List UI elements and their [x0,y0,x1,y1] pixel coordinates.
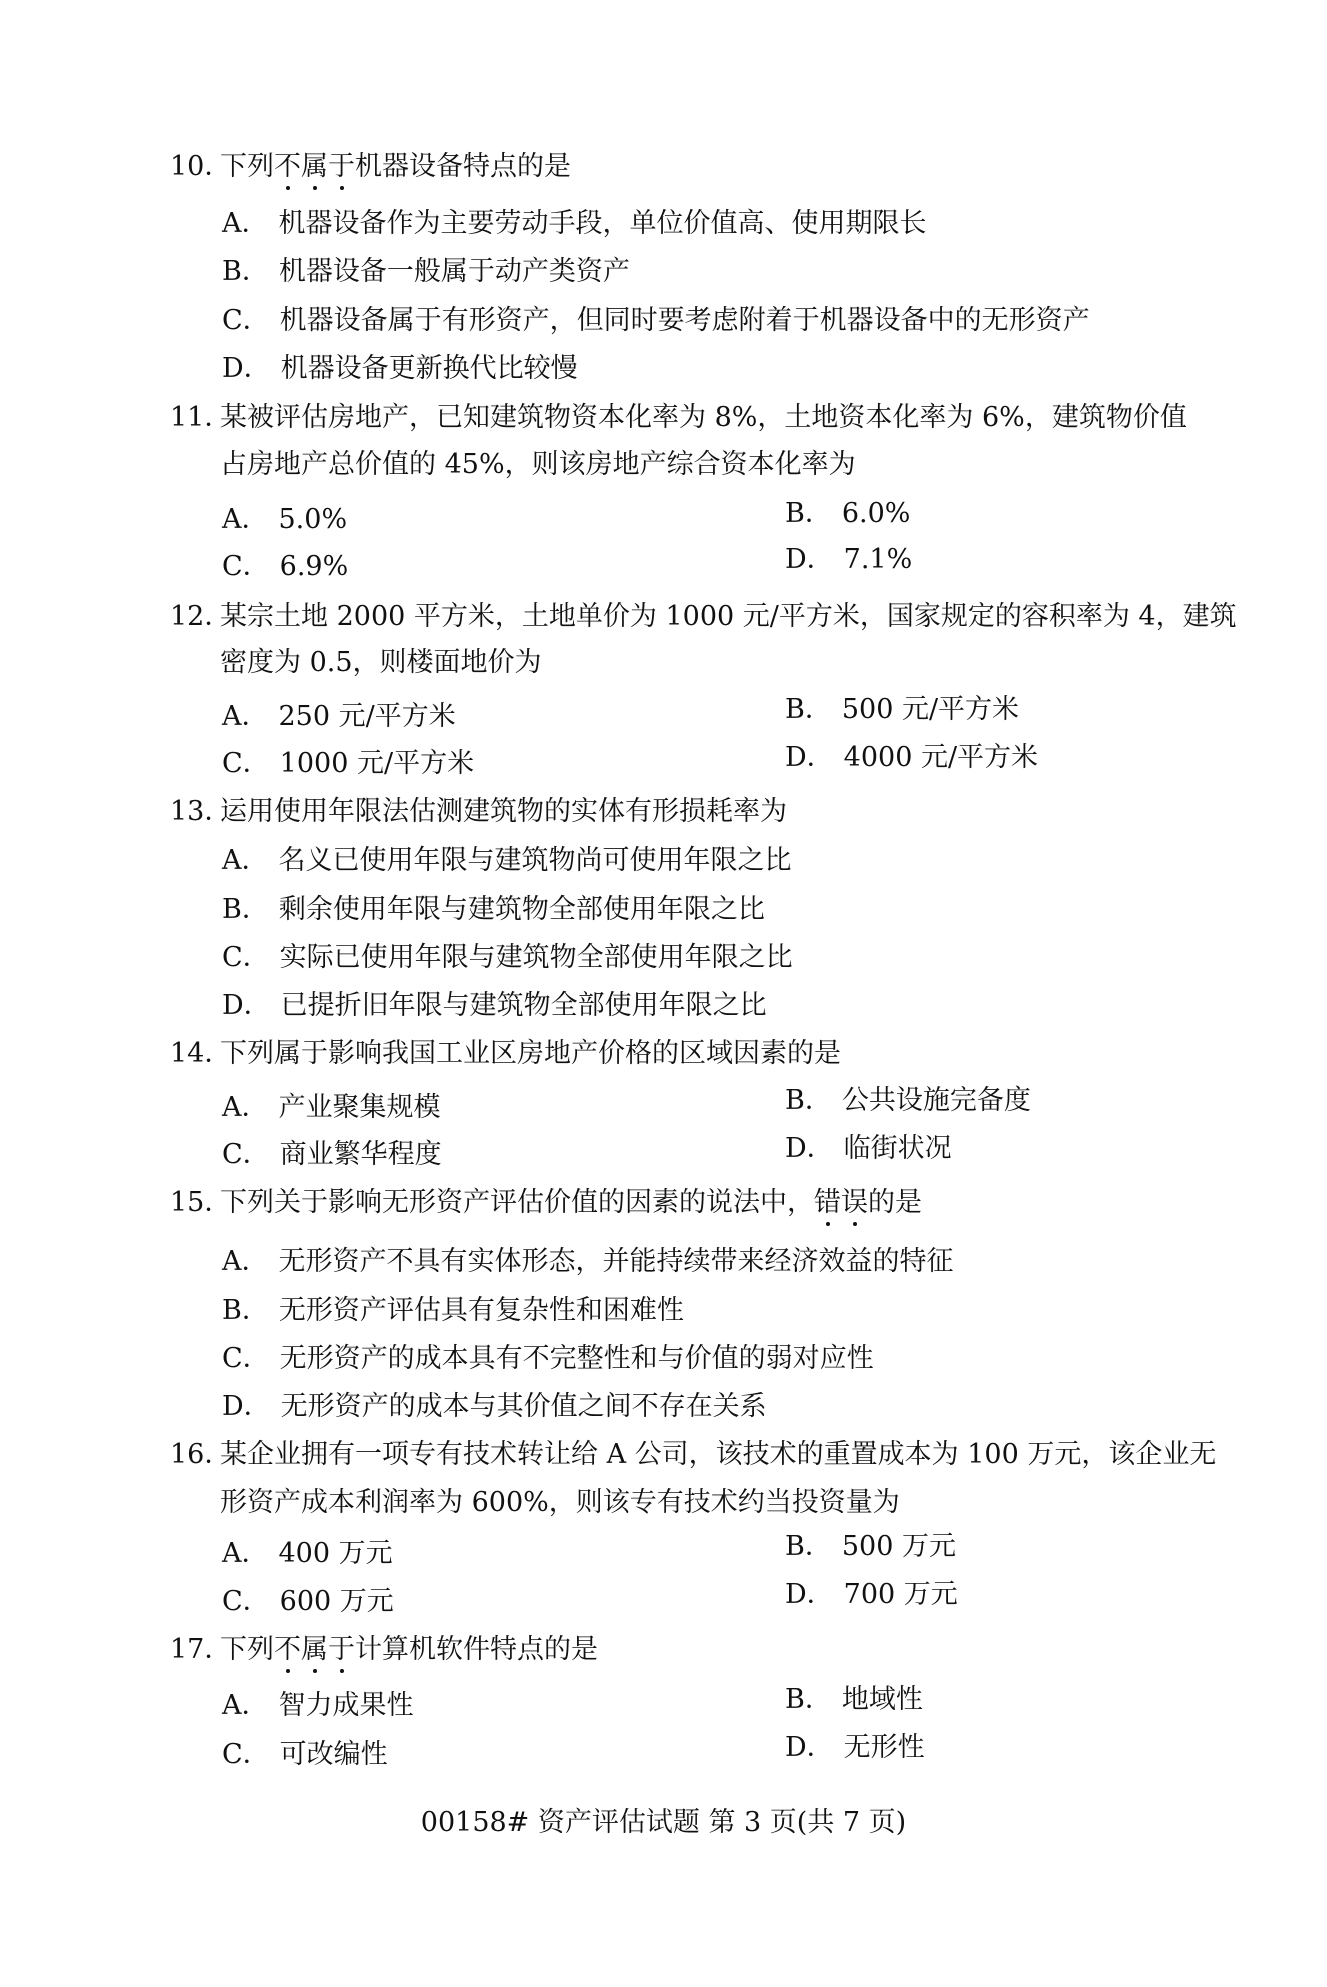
emphasis-char: 不 [274,1634,301,1665]
question-number: 10． [170,151,232,182]
option-a: A． 产业聚集规模 [222,1092,441,1123]
question-number: 13． [170,796,232,827]
option-d: D． 4000 元/平方米 [785,742,1039,773]
emphasis-dotted [274,151,355,182]
option-b: B． 500 万元 [785,1531,956,1562]
option-a: A． 250 元/平方米 [222,701,456,732]
question-15 [170,1186,922,1220]
question-stem: 下列不属于机器设备特点的是 [220,151,571,182]
option-b: B． 6.0% [785,498,911,529]
option-c: C． 可改编性 [222,1739,388,1770]
emphasis-char: 误 [841,1187,868,1218]
option-d: D． 已提折旧年限与建筑物全部使用年限之比 [222,990,767,1021]
question-stem: 某宗土地 2000 平方米，土地单价为 1000 元/平方米，国家规定的容积率为 4，建筑 [220,601,1237,632]
page-footer: 00158# 资产评估试题 第 3 页(共 7 页) [420,1807,907,1838]
option-c: C． 无形资产的成本具有不完整性和与价值的弱对应性 [222,1343,874,1374]
emphasis-char: 于 [328,151,355,182]
option-d: D． 700 万元 [785,1579,958,1610]
option-b: B． 剩余使用年限与建筑物全部使用年限之比 [222,894,765,925]
question-number: 12． [170,601,232,632]
question-stem-continued: 密度为 0.5，则楼面地价为 [220,647,542,678]
option-b: B． 机器设备一般属于动产类资产 [222,256,630,287]
option-c: C． 600 万元 [222,1586,394,1617]
question-11 [170,401,1187,435]
option-b: B． 无形资产评估具有复杂性和困难性 [222,1295,684,1326]
option-c: C． 机器设备属于有形资产，但同时要考虑附着于机器设备中的无形资产 [222,305,1090,336]
emphasis-char: 于 [328,1634,355,1665]
question-stem: 运用使用年限法估测建筑物的实体有形损耗率为 [220,796,787,827]
emphasis-char: 属 [301,1634,328,1665]
question-number: 14． [170,1038,232,1069]
question-stem: 某企业拥有一项专有技术转让给 A 公司，该技术的重置成本为 100 万元，该企业无 [220,1439,1217,1470]
question-stem: 下列不属于计算机软件特点的是 [220,1634,598,1665]
option-b: B． 公共设施完备度 [785,1085,1031,1116]
question-number: 16． [170,1439,232,1470]
question-stem-continued: 占房地产总价值的 45%，则该房地产综合资本化率为 [220,449,856,480]
option-a: A． 无形资产不具有实体形态，并能持续带来经济效益的特征 [222,1246,954,1277]
question-14 [170,1037,841,1071]
option-c: C． 1000 元/平方米 [222,748,475,779]
question-10 [170,150,571,184]
option-c: C． 6.9% [222,551,349,582]
option-a: A． 5.0% [222,504,348,535]
emphasis-dotted [814,1187,868,1218]
option-b: B． 500 元/平方米 [785,694,1020,725]
option-d: D． 无形性 [785,1732,925,1763]
emphasis-char: 错 [814,1187,841,1218]
question-stem-continued: 形资产成本利润率为 600%，则该专有技术约当投资量为 [220,1487,900,1518]
question-number: 17． [170,1634,232,1665]
option-a: A． 名义已使用年限与建筑物尚可使用年限之比 [222,845,792,876]
option-c: C． 实际已使用年限与建筑物全部使用年限之比 [222,942,793,973]
question-13 [170,795,787,829]
question-number: 15． [170,1187,232,1218]
option-a: A． 400 万元 [222,1538,393,1569]
question-stem: 下列关于影响无形资产评估价值的因素的说法中，错误的是 [220,1187,922,1218]
option-d: D． 无形资产的成本与其价值之间不存在关系 [222,1391,767,1422]
question-number: 11． [170,402,232,433]
emphasis-char: 不 [274,151,301,182]
question-stem: 某被评估房地产，已知建筑物资本化率为 8%，土地资本化率为 6%，建筑物价值 [220,402,1187,433]
emphasis-char: 属 [301,151,328,182]
option-b: B． 地域性 [785,1684,923,1715]
option-d: D． 机器设备更新换代比较慢 [222,353,578,384]
option-d: D． 7.1% [785,544,913,575]
option-a: A． 机器设备作为主要劳动手段，单位价值高、使用期限长 [222,208,927,239]
question-17 [170,1633,598,1667]
emphasis-dotted [274,1634,355,1665]
option-c: C． 商业繁华程度 [222,1139,442,1170]
option-a: A． 智力成果性 [222,1690,414,1721]
question-12 [170,600,1237,634]
question-16 [170,1438,1216,1472]
option-d: D． 临街状况 [785,1133,952,1164]
question-stem: 下列属于影响我国工业区房地产价格的区域因素的是 [220,1038,841,1069]
